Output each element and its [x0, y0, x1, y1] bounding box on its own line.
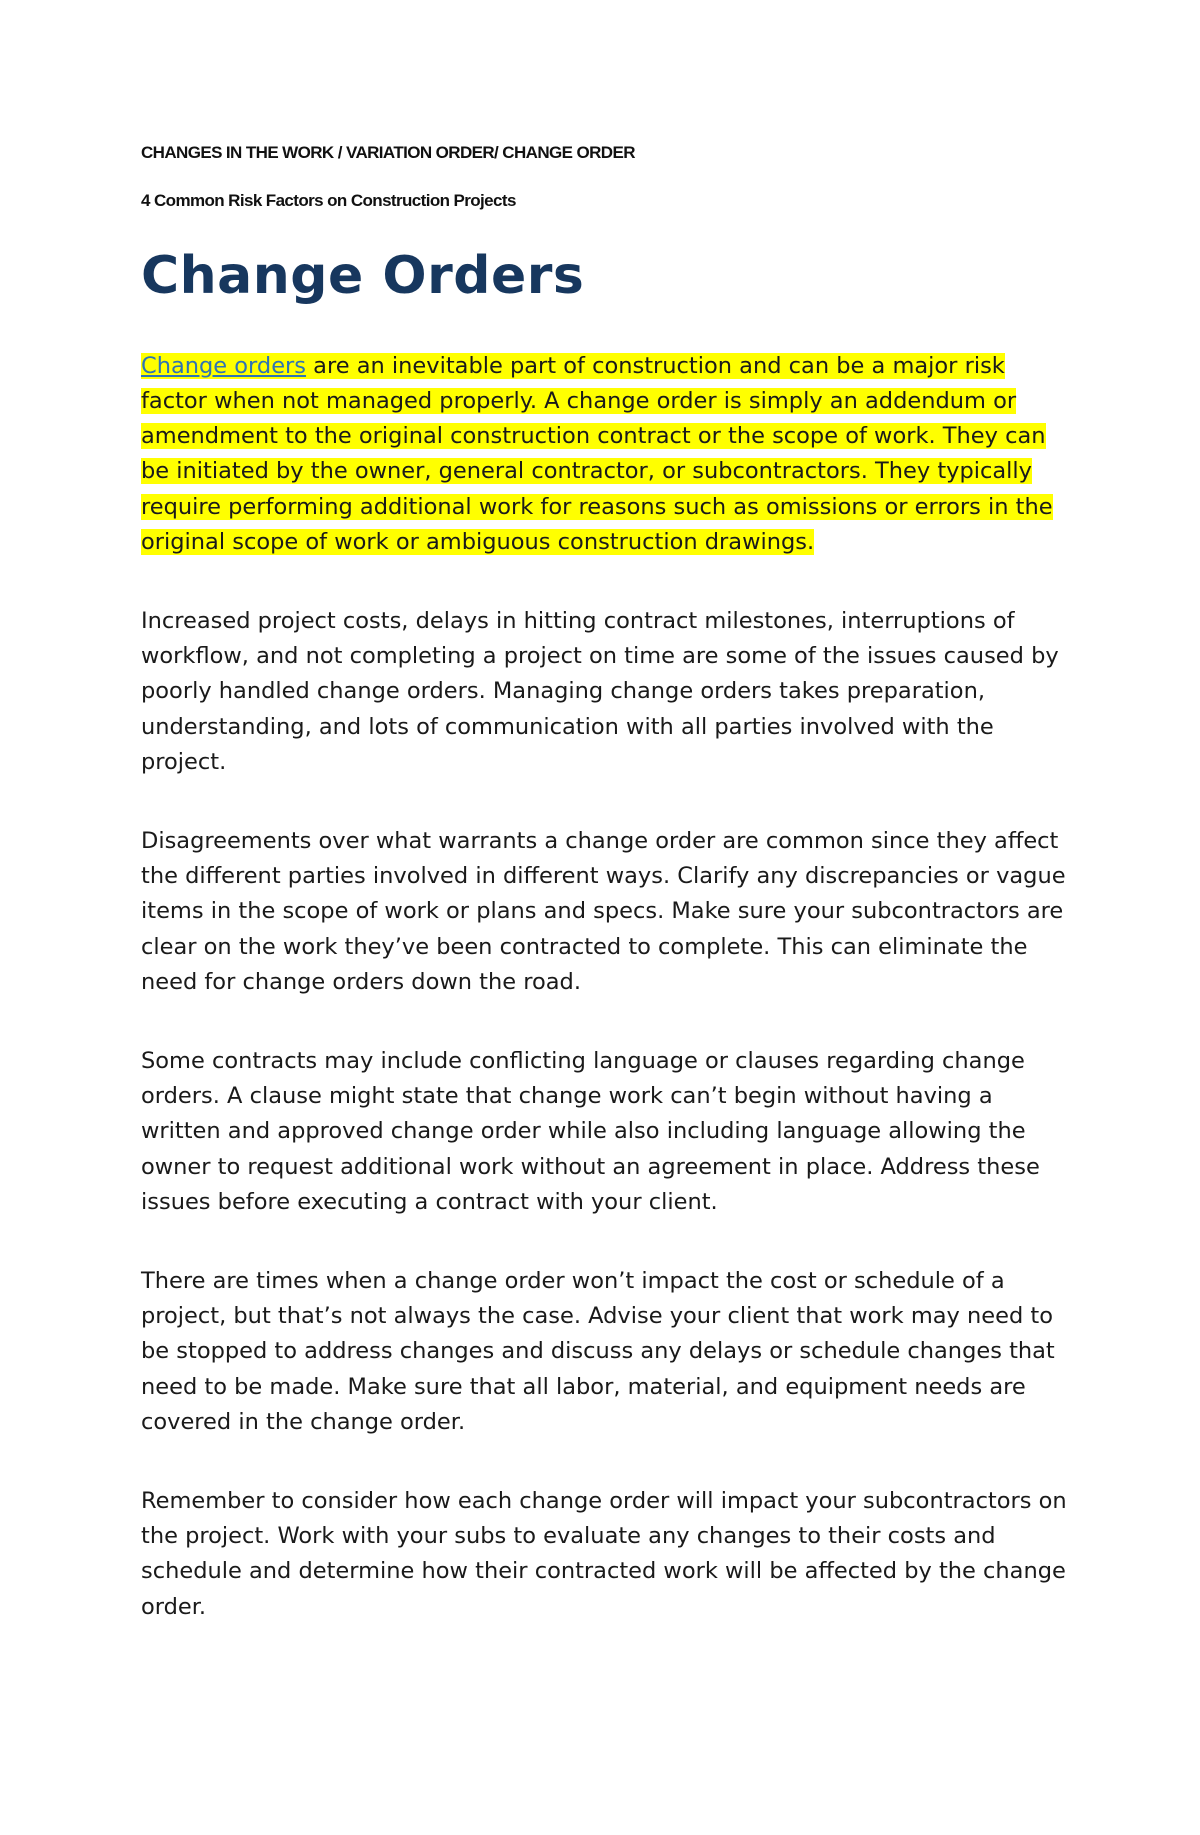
page-title: Change Orders: [141, 246, 585, 306]
document-page: [141, 143, 1071, 1625]
change-orders-link[interactable]: Change orders: [141, 352, 307, 379]
intro-paragraph: [141, 349, 1071, 560]
intro-highlight: [141, 353, 1053, 555]
paragraph-subcontractors: Remember to consider how each change order will impact your subcontractors on the project. Work with your subs to evaluate any changes to their costs and schedule and determine how their contracted work will be affected by the change order.: [141, 1488, 1067, 1620]
paragraph-contracts: Some contracts may include conflicting language or clauses regarding change orders. A clause might state that change work can’t begin without having a written and approved change order while also including language allowing the owner to request additional work without an agreement in place. Address these issues before executing a contract with your client.: [141, 1048, 1040, 1215]
paragraph-disagreements: Disagreements over what warrants a change order are common since they affect the different parties involved in different ways. Clarify any discrepancies or vague items in the scope of work or plans and specs. Make sure your subcontractors are clear on the work they’ve been contracted to complete. This can eliminate the need for change orders down the road.: [141, 828, 1066, 995]
intro-text: are an inevitable part of construction and can be a major risk factor when not managed properly. A change order is simply an addendum or amendment to the original construction contract or the scope of work. They can be initiated by the owner, general contractor, or subcontractors. They typically require performing additional work for reasons such as omissions or errors in the original scope of work or ambiguous construction drawings.: [141, 352, 1053, 555]
document-header: CHANGES IN THE WORK / VARIATION ORDER/ CHANGE ORDER: [141, 143, 635, 162]
paragraph-schedule: There are times when a change order won’t impact the cost or schedule of a project, but that’s not always the case. Advise your client that work may need to be stopped to address changes and discuss any delays or schedule changes that need to be made. Make sure that all labor, material, and equipment needs are covered in the change order.: [141, 1268, 1055, 1435]
paragraph-costs: Increased project costs, delays in hitting contract milestones, interruptions of workflow, and not completing a project on time are some of the issues caused by poorly handled change orders. Managing change orders takes preparation, understanding, and lots of communication with all parties involved with the project.: [141, 608, 1059, 775]
document-subheader: 4 Common Risk Factors on Construction Projects: [141, 191, 516, 210]
